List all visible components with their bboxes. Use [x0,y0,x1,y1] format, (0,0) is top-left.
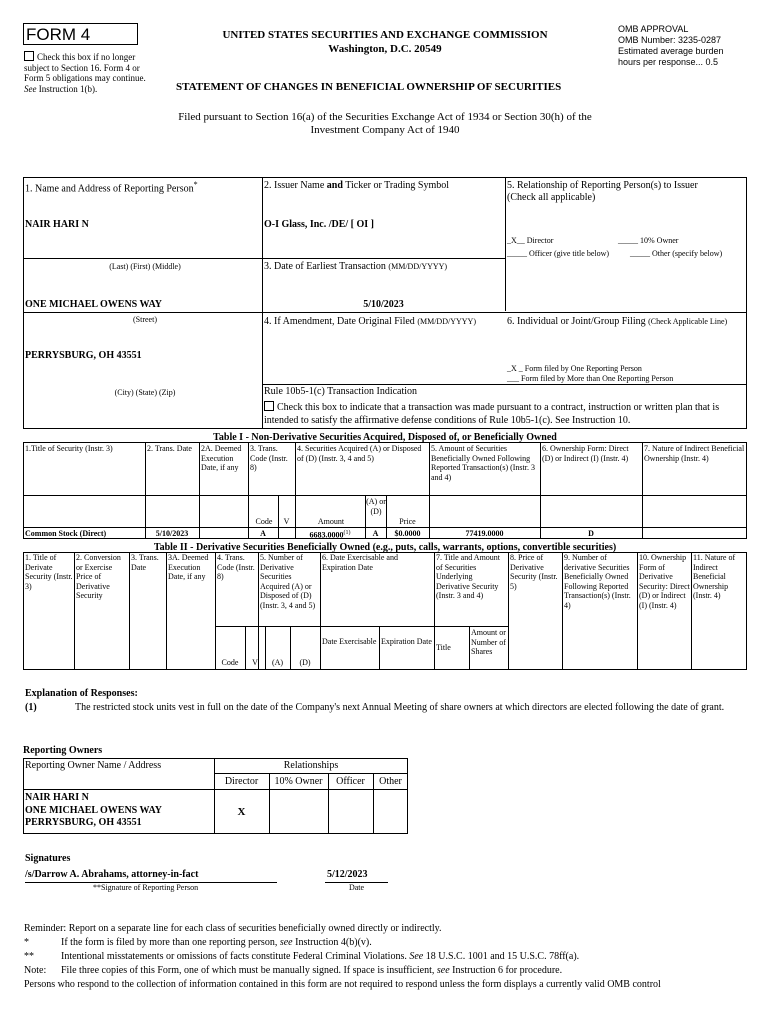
reminder: Reminder: Report on a separate line for each class of securities beneficially owned directly or indirectly. [24,923,442,934]
amendment-label: 4. If Amendment, Date Original Filed (MM/DD/YYYY) [264,316,476,327]
owners-col-director: Director [224,776,259,787]
name-sublabel: (Last) (First) (Middle) [109,262,181,271]
owners-col-ten-pct: 10% Owner [274,776,323,787]
table1-title: Table I - Non-Derivative Securities Acquired, Disposed of, or Beneficially Owned [213,432,557,443]
agency-location: Washington, D.C. 20549 [328,43,442,55]
t1-sub-v: V [283,517,290,526]
filing-label: 6. Individual or Joint/Group Filing (Check Applicable Line) [507,316,728,327]
t1-row-owned: 77419.0000 [465,529,504,538]
signature-date: 5/12/2023 [327,869,368,880]
signatures-heading: Signatures [25,853,71,864]
t1-sub-amount: Amount [317,517,345,526]
street-sublabel: (Street) [133,315,157,324]
agency-name: UNITED STATES SECURITIES AND EXCHANGE COMMISSION [222,29,548,41]
t1-col-code: 3. Trans. Code (Instr. 8) [250,444,288,472]
t1-sub-aord: (A) or (D) [366,497,386,516]
t2-col-ownership-form: 10. Ownership Form of Derivative Security: Direct (D) or Indirect (I) (Instr. 4) [639,553,690,610]
t2-col-owned: 9. Number of derivative Securities Beneficially Owned Following Reported Transaction(s) (Instr. 4) [564,553,631,610]
t1-col-amount-owned: 5. Amount of Securities Beneficially Owned Following Reported Transaction(s) (Instr. 3 and 4) [431,444,535,482]
section16-checkbox-text: Check this box if no longer subject to Section 16. Form 4 or Form 5 obligations may continue. See Instruction 1(b). [24,52,146,94]
t2-sub-title: Title [436,643,451,652]
earliest-transaction-label: 3. Date of Earliest Transaction (MM/DD/YYYY) [264,261,448,272]
signer-sublabel: **Signature of Reporting Person [93,883,199,892]
t1-row-code: A [260,529,266,538]
footnote-star1-mark: * [24,937,29,948]
owners-col-officer: Officer [336,776,365,787]
city-sublabel: (City) (State) (Zip) [114,388,176,397]
t2-col-number: 5. Number of Derivative Securities Acquired (A) or Disposed of (D) (Instr. 3, 4 and 5) [260,553,316,610]
burden-line-1: Estimated average burden [618,46,724,56]
reporting-person-label: 1. Name and Address of Reporting Person* [25,180,198,195]
reporting-person-street: ONE MICHAEL OWENS WAY [25,299,162,310]
footnote-note-label: Note: [24,965,47,976]
footnote-star2-mark: ** [24,951,34,962]
relationship-label: 5. Relationship of Reporting Person(s) to Issuer (Check all applicable) [507,180,698,203]
t2-col-deemed: 3A. Deemed Execution Date, if any [168,553,209,581]
director-checkline: _X__ Director [507,236,554,245]
owners-col-name: Reporting Owner Name / Address [25,760,162,771]
owner-director-mark: X [237,806,246,818]
owner-street: ONE MICHAEL OWENS WAY [25,804,162,816]
owner-city: PERRYSBURG, OH 43551 [25,817,142,828]
form-title: FORM 4 [26,25,91,44]
t1-sub-code: Code [255,517,273,526]
t2-sub-a: (A) [271,658,284,667]
t2-sub-expiration: Expiration Date [381,637,432,646]
t2-sub-shares: Amount or Number of Shares [471,628,506,656]
officer-checkline: _____ Officer (give title below) [507,249,610,258]
t2-col-code: 4. Trans. Code (Instr. 8) [217,553,255,581]
t1-col-ownership-form: 6. Ownership Form: Direct (D) or Indirect (I) (Instr. 4) [542,444,629,463]
footnote-star2: Intentional misstatements or omissions of facts constitute Federal Criminal Violations. See 18 U.S.C. 1001 and 15 U.S.C. 78ff(a). [61,951,580,962]
omb-box [618,24,758,68]
t2-sub-d: (D) [299,658,311,667]
t2-col-conversion: 2. Conversion or Exercise Price of Derivative Security [76,553,121,600]
filing-one: _X _ Form filed by One Reporting Person [507,364,642,373]
t1-col-title: 1.Title of Security (Instr. 3) [25,444,113,453]
t2-col-title: 1. Title of Derivate Security (Instr. 3) [25,553,73,591]
earliest-transaction-date: 5/10/2023 [363,299,404,310]
t1-col-deemed: 2A. Deemed Execution Date, if any [201,444,242,472]
t2-sub-v: V [252,658,258,667]
table2-title: Table II - Derivative Securities Beneficially Owned (e.g., puts, calls, warrants, options, convertible securities) [153,542,617,553]
t2-col-underlying: 7. Title and Amount of Securities Underlying Derivative Security (Instr. 3 and 4) [436,553,501,600]
t1-sub-price: Price [399,517,416,526]
signature-date-sublabel: Date [348,883,365,892]
other-checkline: _____ Other (specify below) [630,249,723,258]
omb-approval: OMB APPROVAL [618,24,689,34]
form-title-box [23,23,138,45]
t1-row-aord: A [372,529,379,538]
t1-col-acquired: 4. Securities Acquired (A) or Disposed of (D) (Instr. 3, 4 and 5) [297,444,422,463]
footnote-star1: If the form is filed by more than one reporting person, see Instruction 4(b)(v). [61,937,372,948]
t1-row-form: D [588,529,594,538]
owners-heading: Reporting Owners [23,745,103,756]
owner-name: NAIR HARI N [25,792,89,803]
explanation-num: (1) [25,702,37,713]
t1-row-date: 5/10/2023 [155,529,189,538]
t2-sub-code: Code [221,658,239,667]
t2-sub-exercisable: Date Exercisable [322,637,377,646]
signer: /s/Darrow A. Abrahams, attorney-in-fact [25,869,199,880]
t2-col-price: 8. Price of Derivative Security (Instr. 5) [510,553,558,591]
t1-col-date: 2. Trans. Date [147,444,192,453]
filed-pursuant: Filed pursuant to Section 16(a) of the Securities Exchange Act of 1934 or Section 30(h) of the Investment Company Act of 1940 [178,111,592,136]
t1-row-title: Common Stock (Direct) [25,529,107,538]
issuer-label: 2. Issuer Name and Ticker or Trading Symbol [264,180,450,191]
owners-col-relationships: Relationships [283,760,339,771]
issuer-name: O-I Glass, Inc. /DE/ [ OI ] [264,219,375,230]
filing-more: ___ Form filed by More than One Reporting Person [507,374,674,383]
explanation-text: The restricted stock units vest in full on the date of the Company's next Annual Meeting of share owners at which directors are elected following the date of grant. [75,702,725,713]
reporting-person-city: PERRYSBURG, OH 43551 [25,350,142,361]
rule-text: Check this box to indicate that a transaction was made pursuant to a contract, instruction or written plan that is intended to satisfy the affirmative defense conditions of Rule 10b5-1(c). See Instruction 10. [264,402,720,426]
t1-row-price: $0.0000 [394,529,421,538]
omb-number: OMB Number: 3235-0287 [618,35,722,45]
footnote-note: File three copies of this Form, one of which must be manually signed. If space is insufficient, see Instruction 6 for procedure. [61,965,563,976]
rule-checkbox[interactable] [264,401,274,411]
t2-col-exercise: 6. Date Exercisable and Expiration Date [322,553,398,572]
burden-line-2: hours per response... 0.5 [618,57,719,67]
t1-row-amount: 6683.0000$^{(1)}$ [309,530,351,540]
ten-pct-checkline: _____ 10% Owner [618,236,679,245]
reporting-person-name: NAIR HARI N [25,219,89,230]
statement-title: STATEMENT OF CHANGES IN BENEFICIAL OWNERSHIP OF SECURITIES [176,81,562,93]
omb-persons-notice: Persons who respond to the collection of information contained in this form are not required to respond unless the form displays a currently valid OMB control [24,979,661,990]
rule-label: Rule 10b5-1(c) Transaction Indication [264,386,418,397]
owner-address [25,792,162,830]
explanation-heading: Explanation of Responses: [25,688,138,699]
section16-checkbox[interactable] [24,51,34,61]
t2-col-date: 3. Trans. Date [131,553,159,572]
t2-col-nature: 11. Nature of Indirect Beneficial Ownership (Instr. 4) [693,553,736,600]
t1-col-nature: 7. Nature of Indirect Beneficial Ownership (Instr. 4) [644,444,745,463]
owners-col-other: Other [379,776,402,787]
